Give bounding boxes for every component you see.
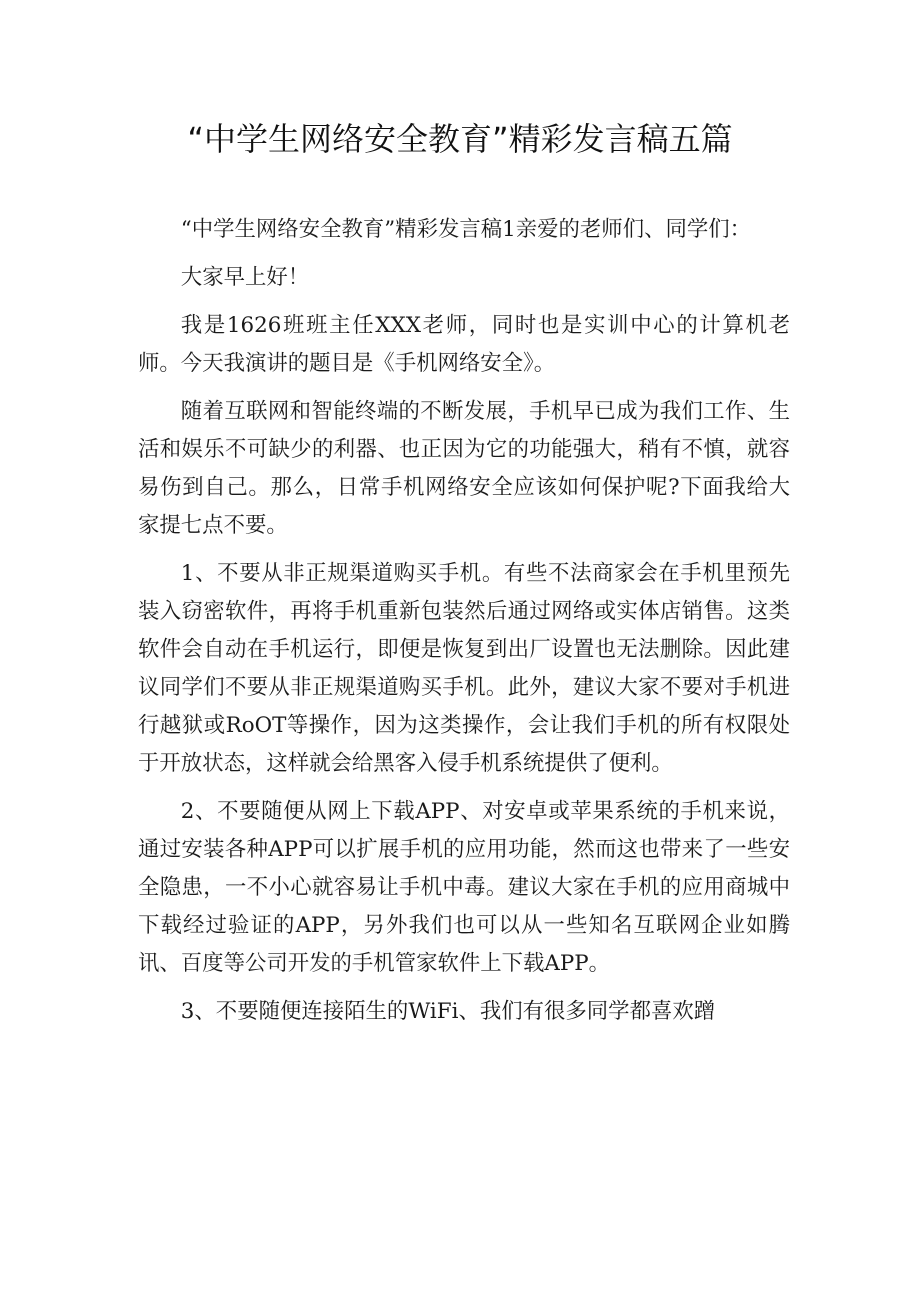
paragraph-point-1: 1、不要从非正规渠道购买手机。有些不法商家会在手机里预先装入窃密软件，再将手机重新包装然后通过网络或实体店销售。这类软件会自动在手机运行，即便是恢复到出厂设置也无法删除。因此建议同学们不要从非正规渠道购买手机。此外，建议大家不要对手机进行越狱或RoOT等操作，因为这类操作，会让我们手机的所有权限处于开放状态，这样就会给黑客入侵手机系统提供了便利。 (138, 561, 790, 776)
paragraph-intro: “中学生网络安全教育”精彩发言稿1亲爱的老师们、同学们： (180, 217, 752, 242)
paragraph-self-intro: 我是1626班班主任XXX老师，同时也是实训中心的计算机老师。今天我演讲的题目是《手机网络安全》。 (138, 313, 790, 376)
paragraph-greeting: 大家早上好！ (180, 265, 310, 290)
paragraph-point-3: 3、不要随便连接陌生的WiFi、我们有很多同学都喜欢蹭 (180, 999, 716, 1024)
paragraph-point-2: 2、不要随便从网上下载APP、对安卓或苹果系统的手机来说，通过安装各种APP可以扩展手机的应用功能，然而这也带来了一些安全隐患，一不小心就容易让手机中毒。建议大家在手机的应用商城中下载经过验证的APP，另外我们也可以从一些知名互联网企业如腾讯、百度等公司开发的手机管家软件上下载APP。 (138, 799, 790, 976)
document-title: “中学生网络安全教育”精彩发言稿五篇 (187, 120, 733, 158)
document-body (138, 211, 790, 1041)
paragraph-background: 随着互联网和智能终端的不断发展，手机早已成为我们工作、生活和娱乐不可缺少的利器、也正因为它的功能强大，稍有不慎，就容易伤到自己。那么，日常手机网络安全应该如何保护呢?下面我给大家提七点不要。 (138, 399, 790, 538)
